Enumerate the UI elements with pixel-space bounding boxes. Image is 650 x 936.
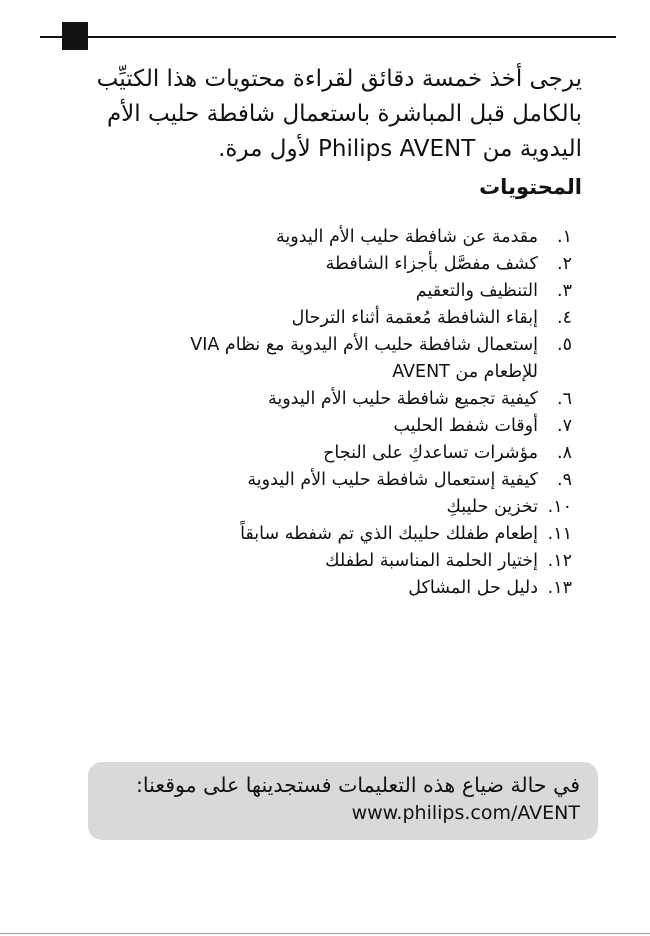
toc-item-number: ٩. bbox=[557, 470, 572, 490]
toc-item bbox=[152, 467, 572, 494]
toc-item bbox=[152, 413, 572, 440]
toc-item-text: كشف مفصَّل بأجزاء الشافطة bbox=[325, 254, 538, 274]
toc-item-text: إستعمال شافطة حليب الأم اليدوية مع نظام VIA للإطعام من AVENT bbox=[190, 335, 538, 382]
footer-rule bbox=[0, 933, 650, 934]
toc-item-number: ١١. bbox=[547, 524, 572, 544]
toc-item-text: مؤشرات تساعدكِ على النجاح bbox=[323, 443, 538, 463]
notice-text: في حالة ضياع هذه التعليمات فستجدينها على موقعنا: bbox=[136, 773, 580, 797]
toc-item bbox=[152, 251, 572, 278]
toc-item bbox=[152, 332, 572, 386]
toc-item bbox=[152, 575, 572, 602]
toc-list bbox=[152, 224, 572, 602]
toc-item-number: ٧. bbox=[557, 416, 572, 436]
page-marker bbox=[62, 22, 88, 50]
toc-item-text: تخزين حليبكِ bbox=[446, 497, 538, 517]
toc-item-number: ٤. bbox=[557, 308, 572, 328]
toc-item-number: ٨. bbox=[557, 443, 572, 463]
header-rule bbox=[40, 36, 616, 38]
toc-item-text: كيفية إستعمال شافطة حليب الأم اليدوية bbox=[247, 470, 538, 490]
toc-item-text: دليل حل المشاكل bbox=[408, 578, 538, 598]
toc-item-number: ٣. bbox=[557, 281, 572, 301]
toc-item bbox=[152, 224, 572, 251]
toc-item bbox=[152, 548, 572, 575]
toc-item-number: ٢. bbox=[557, 254, 572, 274]
toc-item-number: ٦. bbox=[557, 389, 572, 409]
intro-paragraph: يرجى أخذ خمسة دقائق لقراءة محتويات هذا الكتيِّب بالكامل قبل المباشرة باستعمال شافطة حليب الأم اليدوية من Philips AVENT لأول مرة. bbox=[96, 66, 582, 162]
notice-box bbox=[88, 762, 598, 840]
toc-item-number: ١. bbox=[557, 227, 572, 247]
toc-item-number: ١٢. bbox=[547, 551, 572, 571]
toc-item-text: إختيار الحلمة المناسبة لطفلك bbox=[325, 551, 538, 571]
toc-item bbox=[152, 440, 572, 467]
toc-item-number: ١٣. bbox=[547, 578, 572, 598]
toc-item-number: ٥. bbox=[557, 335, 572, 355]
toc-item bbox=[152, 305, 572, 332]
toc-item-text: إطعام طفلك حليبك الذي تم شفطه سابقاً bbox=[240, 524, 538, 544]
toc-item-text: أوقات شفط الحليب bbox=[393, 416, 538, 436]
toc-item-text: مقدمة عن شافطة حليب الأم اليدوية bbox=[276, 227, 538, 247]
toc-item bbox=[152, 278, 572, 305]
website-link[interactable]: www.philips.com/AVENT bbox=[351, 802, 580, 824]
toc-item-text: إبقاء الشافطة مُعقمة أثناء الترحال bbox=[291, 308, 538, 328]
toc-item-text: التنظيف والتعقيم bbox=[415, 281, 538, 301]
toc-item bbox=[152, 386, 572, 413]
toc-item bbox=[152, 494, 572, 521]
toc-title: المحتويات bbox=[479, 175, 582, 199]
toc-item bbox=[152, 521, 572, 548]
toc-item-number: ١٠. bbox=[547, 497, 572, 517]
toc-item-text: كيفية تجميع شافطة حليب الأم اليدوية bbox=[267, 389, 538, 409]
